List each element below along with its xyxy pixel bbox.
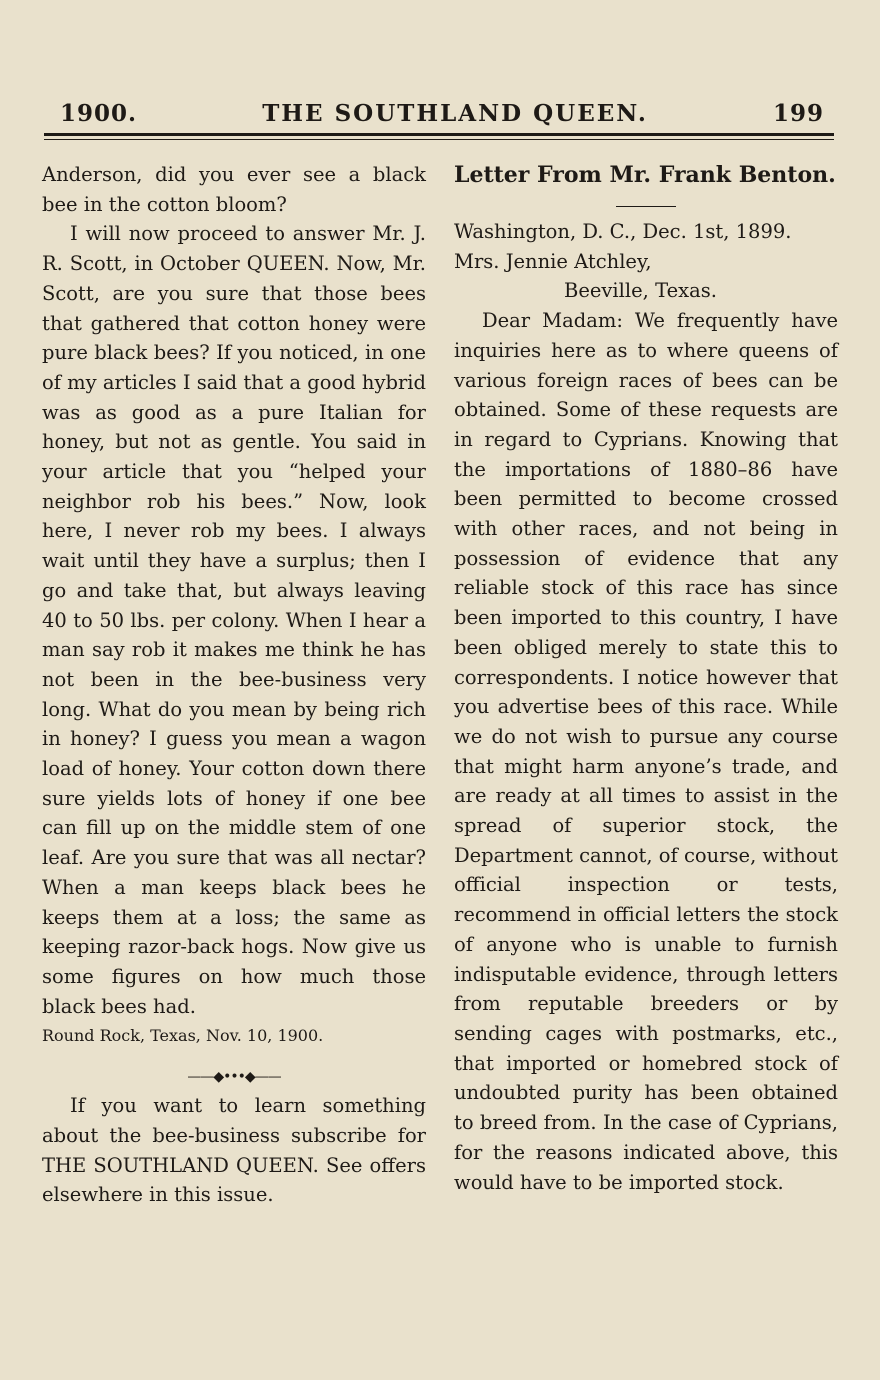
letter-city: Beeville, Texas. [564, 279, 717, 303]
header-rule-thick [44, 133, 834, 136]
letter-body: Dear Madam: We frequently have inquiries here as to where queens of various foreign races of bees can be obtained. Some of these requests are in regard to Cyprians. Knowing that the importations of 1880–86 have been permitted to become crossed with other races, and not being in possession of evidence that any reliable stock of this race has since been imported to this country, I have been obliged merely to state this to correspondents. I notice however that you advertise bees of this race. While we do not wish to pursue any course that might harm anyone’s trade, and are ready at all times to assist in the spread of superior stock, the Department cannot, of course, without official inspection or tests, recommend in official letters the stock of anyone who is unable to furnish indisputable evidence, through letters from reputable breeders or by sending cages with postmarks, etc., that imported or homebred stock of undoubted purity has been obtained to breed from. In the case of Cyprians, for the reasons indicated above, this would have to be imported stock. [454, 309, 838, 1194]
left-column [42, 160, 426, 1210]
letter-addressee: Mrs. Jennie Atchley, [454, 249, 652, 273]
article-heading: Letter From Mr. Frank Benton. [454, 162, 836, 188]
running-header [60, 100, 824, 127]
header-title: THE SOUTHLAND QUEEN. [262, 100, 648, 127]
right-column [454, 160, 838, 1197]
header-rule-thin [44, 139, 834, 140]
header-year: 1900. [60, 100, 138, 127]
section-ornament: ——◆•••◆—— [187, 1069, 281, 1086]
left-paragraph-1: Anderson, did you ever see a black bee in the cotton bloom? [42, 163, 426, 216]
left-paragraph-2: I will now proceed to answer Mr. J. R. Scott, in October QUEEN. Now, Mr. Scott, are you sure that those bees that gathered that cotton honey were pure black bees? If you noticed, in one of my articles I said that a good hybrid was as good as a pure Italian for honey, but not as gentle. You said in your article that you “helped your neighbor rob his bees.” Now, look here, I never rob my bees. I always wait until they have a surplus; then I go and take that, but always leaving 40 to 50 lbs. per colony. When I hear a man say rob it makes me think he has not been in the bee-business very long. What do you mean by being rich in honey? I guess you mean a wagon load of honey. Your cotton down there sure yields lots of honey if one bee can fill up on the middle stem of one leaf. Are you sure that was all nectar? When a man keeps black bees he keeps them at a loss; the same as keeping razor-back hogs. Now give us some figures on how much those black bees had. [42, 222, 426, 1018]
letter-dateline: Washington, D. C., Dec. 1st, 1899. [454, 220, 792, 243]
heading-rule [616, 206, 676, 207]
left-signature: Round Rock, Texas, Nov. 10, 1900. [42, 1026, 324, 1046]
header-page-number: 199 [772, 100, 824, 127]
subscribe-notice: If you want to learn something about the bee-business subscribe for THE SOUTHLAND QUEEN. See offers elsewhere in this issue. [42, 1094, 426, 1207]
